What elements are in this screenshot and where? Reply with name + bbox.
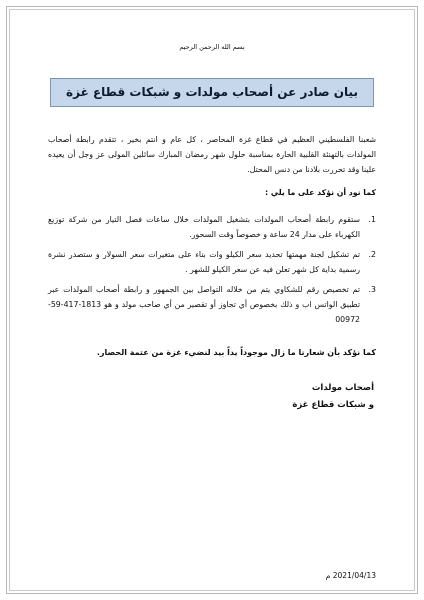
list-item <box>48 212 376 242</box>
list-item <box>48 282 376 327</box>
closing-statement: كما نؤكد بأن شعارنا ما زال موجوداً يداً بيد لنضيء غزة من عتمة الحصار. <box>96 348 376 357</box>
signature-line-2: و شبكات قطاع غزة <box>292 400 374 410</box>
list-item-text: تم تشكيل لجنة مهمتها تحديد سعر الكيلو وات بناء على متغيرات سعر السولار و ستصدر نشرة رسمية بداية كل شهر تعلن فيه عن سعر الكيلو للشهر . <box>48 250 360 274</box>
list-item-number: 1. <box>368 215 376 224</box>
document-date: 2021/04/13 م <box>325 571 376 580</box>
points-list <box>48 212 376 327</box>
document-content <box>48 40 376 580</box>
list-item-number: 3. <box>368 285 376 294</box>
signature-block <box>48 380 376 414</box>
signature-line-1: أصحاب مولدات <box>311 383 374 393</box>
list-item <box>48 247 376 277</box>
basmala: بسم الله الرحمن الرحيم <box>179 43 245 51</box>
list-item-number: 2. <box>368 250 376 259</box>
list-item-text: تم تخصيص رقم للشكاوي يتم من خلاله التواصل بين الجمهور و رابطة أصحاب المولدات عبر تطبيق الواتس اب و ذلك بخصوص أي تجاوز أو تقصير من أي صاحب مولد و هو 1813-417-59-00972 <box>48 285 360 324</box>
list-intro: كما نود أن نؤكد على ما يلي : <box>265 188 376 197</box>
intro-paragraph: شعبنا الفلسطيني العظيم في قطاع غزة المحاصر ، كل عام و انتم بخير ، تتقدم رابطة أصحاب المولدات بالتهنئة القلبية الحارة بمناسبة حلول شهر رمضان المبارك سائلين المولى عز وجل أن يعيده علينا وقد تحررت بلادنا من دنس المحتل. <box>48 135 376 174</box>
list-item-text: ستقوم رابطة أصحاب المولدات بتشغيل المولدات خلال ساعات فصل التيار من شركة توزيع الكهرباء على مدار 24 ساعة و خصوصاً وقت السحور. <box>48 215 360 239</box>
document-title: بيان صادر عن أصحاب مولدات و شبكات قطاع غزة <box>50 78 374 107</box>
